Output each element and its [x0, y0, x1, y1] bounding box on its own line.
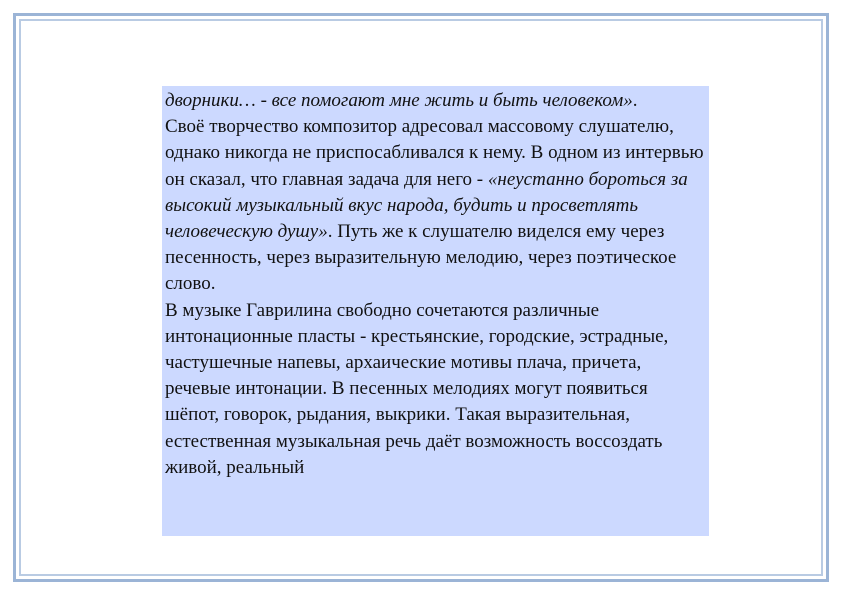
intonations-text: В музыке Гаврилина свободно сочетаются различные интонационные пласты - крестьянские, городские, эстрадные, частушечные напевы, архаические мотивы плача, причета, речевые интонации. В песенных мелодиях могут появиться шёпот, говорок, рыдания, выкрики. Такая выразительная, естественная музыкальная речь даёт возможность воссоздать живой, реальный	[165, 299, 669, 478]
quote-period: .	[632, 90, 638, 111]
audience-text: Своё творчество композитор адресовал массовому слушателю, однако никогда не приспосабливался к нему. В одном из интервью он сказал, что главная задача для него -	[165, 116, 704, 190]
paragraph-intonations	[165, 298, 705, 481]
text-block	[162, 86, 709, 536]
audience-text-continued: . Путь же к слушателю виделся ему через песенность, через выразительную мелодию, через поэтическое слово.	[165, 221, 677, 295]
paragraph-audience	[165, 114, 705, 297]
quote-fragment: дворники… - все помогают мне жить и быть человеком»	[165, 90, 633, 111]
paragraph-quote-end	[165, 88, 705, 114]
main-task-quote: «неустанно бороться за высокий музыкальный вкус народа, будить и просветлять человеческую душу»	[165, 168, 688, 243]
